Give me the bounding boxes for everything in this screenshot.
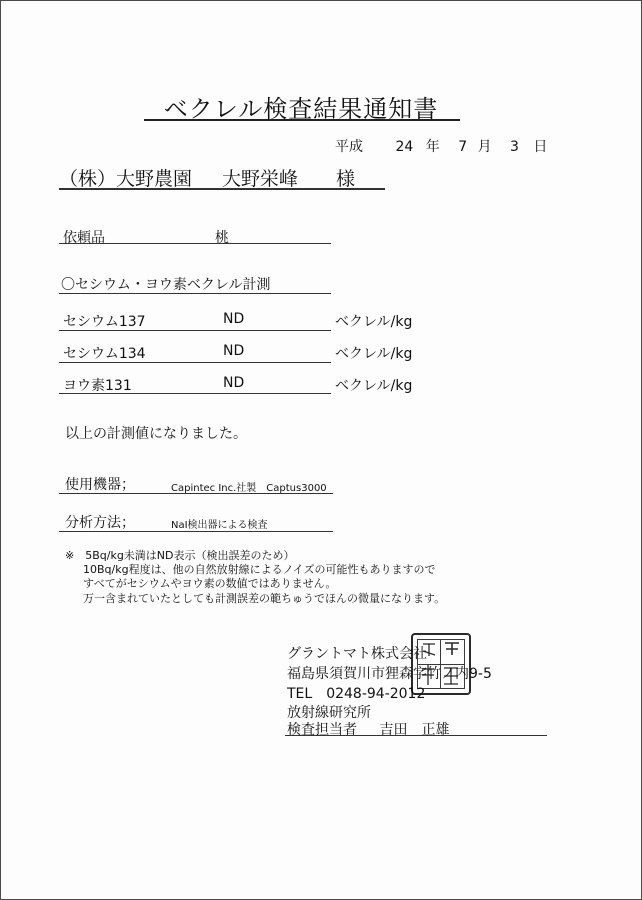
issuer-department: 放射線研究所 [287, 705, 371, 721]
note-line: ※ 5Bq/kg未満はND表示（検出誤差のため） [65, 549, 295, 562]
measurement-result: ND [223, 375, 245, 391]
date-month: 7 [458, 139, 468, 155]
date-year: 24 [395, 139, 414, 155]
date-year-unit: 年 [425, 139, 440, 155]
inspector-label: 検査担当者 [287, 722, 357, 738]
equipment-label: 使用機器； [65, 477, 135, 493]
issuer-address: 福島県須賀川市狸森字竹ノ内9-5 [287, 666, 492, 682]
addressee-person: 大野栄峰 [222, 168, 299, 190]
date-day-unit: 日 [533, 139, 548, 155]
date-era: 平成 [335, 139, 363, 155]
method-value: NaI検出器による検査 [171, 520, 268, 531]
note-line: すべてがセシウムやヨウ素の数値ではありません。 [83, 577, 337, 590]
measurement-name: セシウム137 [63, 314, 146, 330]
measurement-underline [59, 362, 331, 363]
measurement-result: ND [223, 311, 245, 327]
measurement-underline [59, 393, 331, 394]
note-line: 万一含まれていたとしても計測誤差の範ちゅうでほんの微量になります。 [83, 592, 446, 605]
measurement-unit: ベクレル/kg [335, 378, 413, 394]
issuer-underline [285, 735, 547, 736]
document-title: ベクレル検査結果通知書 [163, 95, 439, 123]
addressee-underline [59, 188, 385, 190]
issuer-company: グラントマト株式会社 [287, 646, 427, 662]
item-underline [59, 243, 331, 244]
item-value: 桃 [215, 230, 229, 246]
measurement-unit: ベクレル/kg [335, 346, 413, 362]
issuer-inspector [287, 719, 449, 739]
conclusion-text: 以上の計測値になりました。 [65, 426, 247, 442]
measurement-underline [59, 330, 331, 331]
date-day: 3 [510, 139, 519, 155]
issuer-phone: TEL 0248-94-2012 [287, 686, 426, 702]
method-label: 分析方法； [65, 515, 135, 531]
measurement-result: ND [223, 343, 245, 359]
method-underline [59, 531, 333, 532]
addressee-honorific: 様 [336, 168, 356, 190]
title-underline [144, 119, 460, 121]
date-month-unit: 月 [477, 139, 492, 155]
measurement-unit: ベクレル/kg [335, 314, 413, 330]
note-line: 10Bq/kg程度は、他の自然放射線によるノイズの可能性もありますので [83, 563, 436, 576]
issue-date [335, 136, 547, 156]
section-heading: 〇セシウム・ヨウ素ベクレル計測 [61, 277, 271, 293]
equipment-underline [59, 493, 333, 494]
inspector-name: 吉田 正雄 [379, 722, 450, 738]
measurement-name: ヨウ素131 [63, 378, 132, 394]
item-label: 依頼品 [63, 230, 105, 246]
section-underline [59, 293, 331, 294]
addressee-company: （株）大野農園 [59, 168, 193, 190]
equipment-value: Capintec Inc.社製 Captus3000 [171, 483, 327, 494]
addressee [59, 164, 355, 191]
measurement-name: セシウム134 [63, 346, 146, 362]
